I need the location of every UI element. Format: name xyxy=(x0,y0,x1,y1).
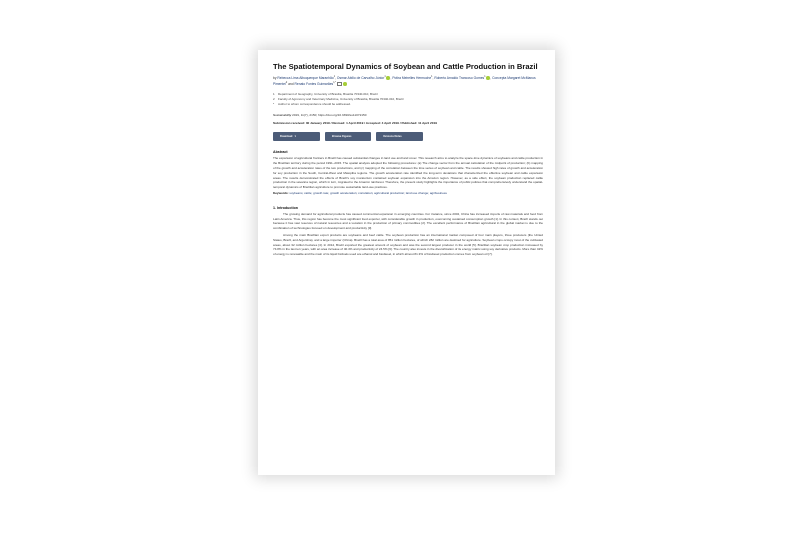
download-label: Download xyxy=(280,135,293,139)
affiliation-text: Faculty of Agronomy and Veterinary Medicine, University of Brasília, Brasília 70340-010, Brazil xyxy=(278,96,404,101)
orcid-icon[interactable] xyxy=(343,82,347,86)
orcid-icon[interactable] xyxy=(386,76,390,80)
versions-notes-button[interactable]: Versions Notes xyxy=(376,132,423,141)
abstract-text: The expansion of agricultural frontiers in Brazil has caused substantial changes in land use and land cover. This research aims to analyze the space-time dynamics of soybeans and cattle production in the Brazilian territory during the period 1991–2015. The spatial analysis adopted the following procedures: (a) The change vector from the annual calculation of the midpoint of production; (b) mapping of the growth and acceleration rates of the two productions, and (c) mapping of the correlation between the time series of soybean and cattle. The results showed high rates of growth and acceleration for soy production in the South, Central-West and Matopiba regions. The growth acceleration rate identified the long-term deviations that characterized the effective soybean and cattle expansion areas. The results demonstrated the effects of Brazil's soy moratorium contained soybean expansion into the Amazon region. However, as a side effect, the soybean production replaced cattle production in the savanna region, which in turn, migrated to the Amazon rainforest. Therefore, the present study highlights the importance of public policies that comprehensively understand the spatial-temporal dynamics of Brazilian agriculture to promote sustainable land-use practices. xyxy=(273,156,543,190)
author-link[interactable]: Potira Meirelles Hermuche xyxy=(392,76,432,81)
affiliation-item xyxy=(273,102,543,107)
keywords xyxy=(273,191,543,196)
introduction-paragraph: Among the main Brazilian export products are soybeans and beef cattle. The soybean production has an international market composed of four main players, three producers (the United States, Brazil, and Argentina), and a large importer (China). Brazil has a total area of 851 million hectares, of which 282 million are destined for agriculture. Soybean crops occupy most of the cultivated areas, about 32 million hectares [4]. In 2014, Brazil exported the greatest amount of soybean and was the second largest producer in the world [5]. Brazilian soybean crop production increased by 74.8% in the last ten years, with an area increase of 40.4% and productivity of 24.5% [6]. The country also invests in the diversification of its energy matrix using soy derivative products. More than 42% of energy is renewable and the main of its liquid biofuels used are ethanol and biodiesel, in which almost 81.3% of biodiesel production comes from soybean oil [7]. xyxy=(273,232,543,257)
author-affil-sup: 1 xyxy=(333,75,336,78)
author-affil-sup: 2 xyxy=(285,81,288,84)
browse-figures-button[interactable]: Browse Figures xyxy=(325,132,371,141)
author-affil-sup: 1,* xyxy=(333,81,337,84)
introduction-heading: 1. Introduction xyxy=(273,205,298,210)
author-link[interactable]: Roberto Arnaldo Trancoso Gomes xyxy=(434,76,485,81)
journal-name: Sustainability xyxy=(273,112,292,117)
abstract-heading: Abstract xyxy=(273,150,288,155)
affiliation-number: * xyxy=(273,101,275,106)
author-link[interactable]: Concepta Margaret McManus Pimentel xyxy=(273,76,536,87)
affiliation-number: 2 xyxy=(273,96,275,101)
paper-page xyxy=(258,50,555,475)
download-button[interactable] xyxy=(273,132,320,141)
author-link[interactable]: Rebecca Lima Albuquerque Maranhão xyxy=(277,76,334,81)
affiliation-text: Author to whom correspondence should be addressed. xyxy=(278,101,351,106)
author-by: by xyxy=(273,76,278,81)
chevron-down-icon: ▼ xyxy=(294,135,297,139)
affiliation-list xyxy=(273,92,543,107)
author-affil-sup: 1 xyxy=(484,75,486,78)
orcid-icon[interactable] xyxy=(486,76,490,80)
paper-content xyxy=(273,62,543,257)
keywords-label: Keywords: xyxy=(273,191,289,195)
keywords-list[interactable]: soybeans; cattle; growth rate; growth acceleration; correlation; agricultural production; land use change; agribusiness xyxy=(288,191,447,195)
paper-title: The Spatiotemporal Dynamics of Soybean and Cattle Production in Brazil xyxy=(273,62,538,71)
affiliation-text: Department of Geography, University of Brasília, Brasília 70340-010, Brazil xyxy=(278,92,378,96)
introduction-paragraph: The growing demand for agricultural products has caused commercial expansion in emerging countries. For instance, since 2002, China has increased imports of raw materials and food from Latin America. Thus, this region has become the most significant food exporter, with considerable growth in production, overcoming sustained consumption growth [1]. In this context, Brazil stands out because it has vast reserves of natural resources and a vocation in the production of primary commodities [2]. The excellent performance of Brazilian agricultural in the global market is due to the combination of technologies focused on development and productivity [3]. xyxy=(273,211,543,231)
affiliation-number: 1 xyxy=(273,92,275,96)
action-buttons xyxy=(273,132,543,141)
author-affil-sup: 1 xyxy=(384,75,386,78)
mail-icon[interactable] xyxy=(337,82,342,86)
citation-details[interactable]: 2019, 11(7), 2150; https://doi.org/10.3390/su11072150 xyxy=(291,112,367,117)
author-and: and xyxy=(287,82,295,87)
author-link[interactable]: Osmar Abílio de Carvalho Júnior xyxy=(336,76,385,81)
author-list: by Rebecca Lima Albuquerque Maranhão$^1$, Osmar Abílio de Carvalho Júnior$^1$ , Potira Meirelles Hermuche$^1$, Roberto Arnaldo Trancoso Gomes$^1$ , Concepta Margaret McManus Pimentel$^2$ and Renato Fontes Guimarães$^{1,*}$ xyxy=(273,75,536,87)
journal-citation xyxy=(273,113,543,117)
publication-dates: Submission received: 30 January 2019 / Revised: 1 April 2019 / Accepted: 4 April 2019 / Published: 11 April 2019 xyxy=(273,120,437,125)
author-link[interactable]: Renato Fontes Guimarães xyxy=(294,82,334,87)
author-affil-sup: 1 xyxy=(431,75,433,78)
